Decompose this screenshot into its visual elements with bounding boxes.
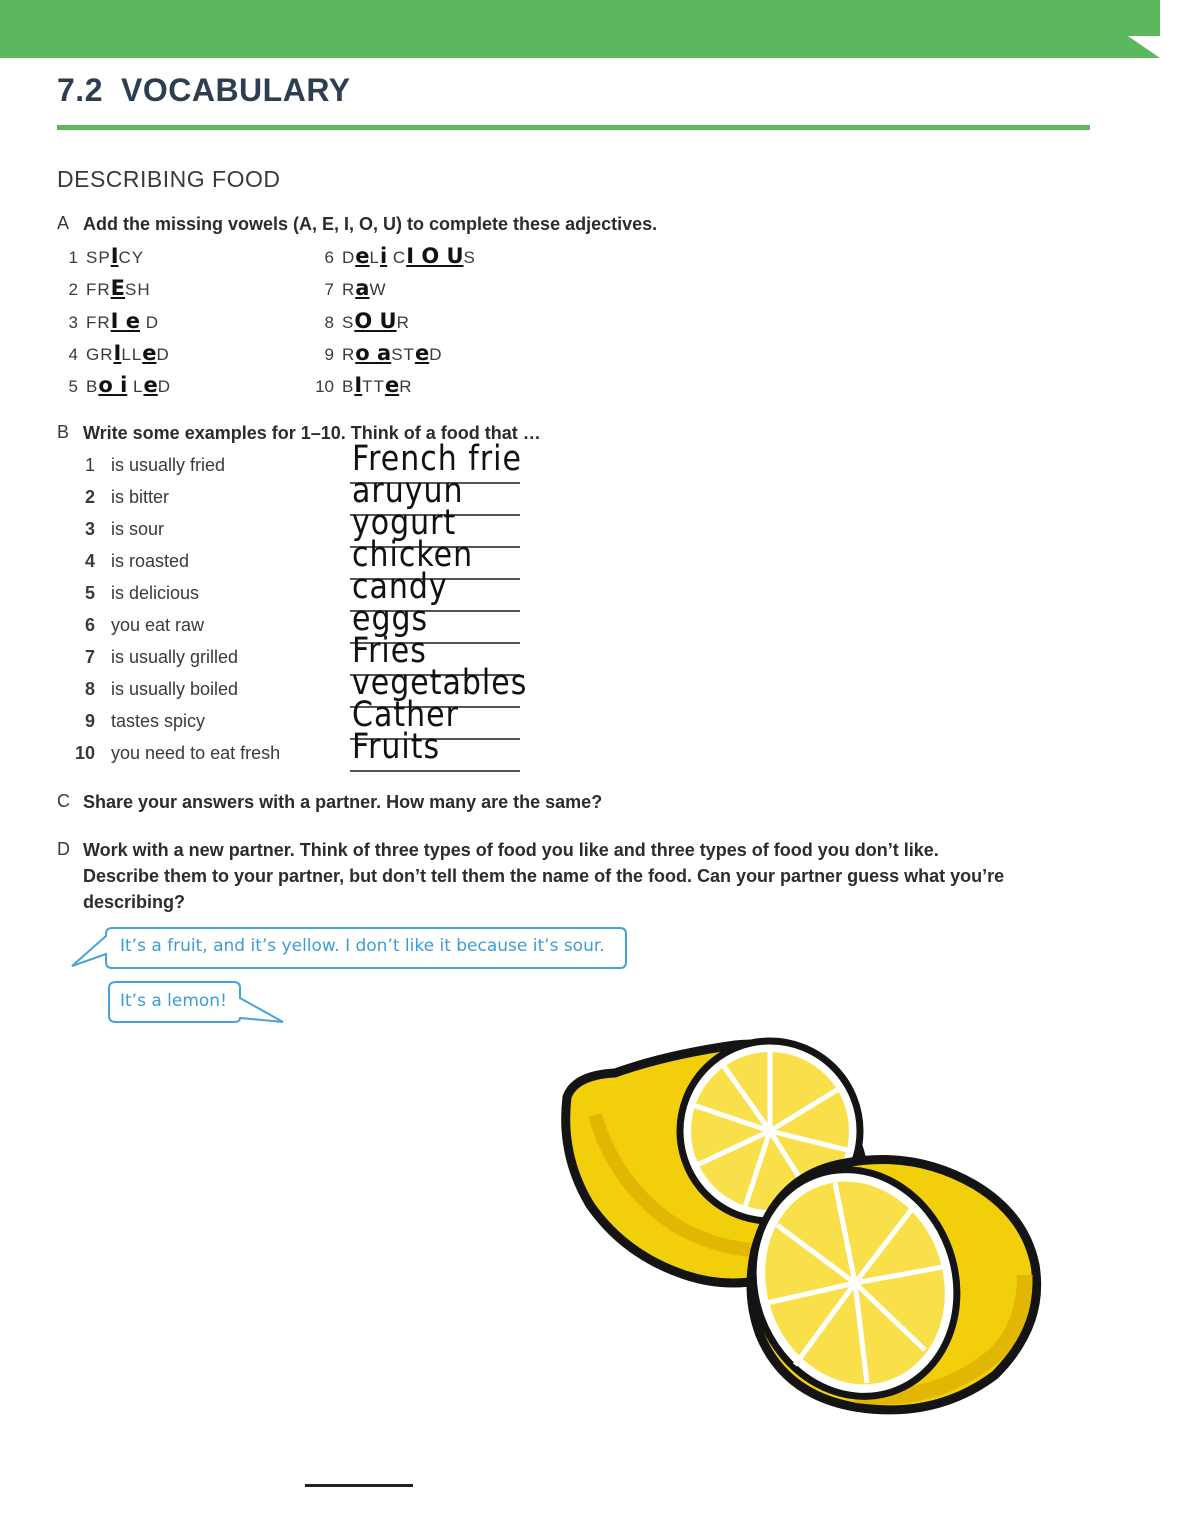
vocab-word-part: L bbox=[369, 248, 380, 267]
handwritten-answer: vegetables bbox=[352, 662, 528, 703]
handwritten-answer: French frie bbox=[352, 438, 522, 479]
handwritten-answer: Cather bbox=[352, 694, 459, 735]
exercise-b-instruction: Write some examples for 1–10. Think of a food that … bbox=[83, 423, 541, 443]
vocab-item-number: 10 bbox=[315, 377, 334, 397]
vocab-word-part: R bbox=[396, 312, 410, 332]
exercise-b-letter: B bbox=[57, 422, 70, 442]
example-row bbox=[70, 452, 225, 478]
vocab-word-part: S bbox=[463, 248, 476, 267]
vocab-word-part: LL bbox=[121, 344, 143, 364]
vocab-item bbox=[50, 243, 144, 269]
vocab-word-part: CY bbox=[118, 248, 145, 267]
vocab-item-number: 2 bbox=[68, 280, 78, 300]
example-number: 1 bbox=[84, 455, 95, 475]
header-band-corner bbox=[1128, 36, 1160, 58]
example-row bbox=[70, 740, 280, 766]
vocab-item bbox=[50, 340, 170, 366]
handwritten-vowel: i bbox=[380, 244, 388, 268]
title-rule bbox=[57, 125, 1090, 130]
speech-bubble-1-text: It’s a fruit, and it’s yellow. I don’t like it because it’s sour. bbox=[120, 936, 605, 956]
exercise-a-instruction: Add the missing vowels (A, E, I, O, U) to complete these adjectives. bbox=[83, 214, 658, 234]
handwritten-vowel: e bbox=[142, 340, 157, 365]
example-number: 4 bbox=[84, 551, 95, 571]
example-number: 5 bbox=[84, 583, 95, 603]
vocab-word-part: FR bbox=[86, 312, 111, 332]
handwritten-vowel: e bbox=[384, 373, 400, 398]
example-prompt: tastes spicy bbox=[111, 711, 206, 731]
example-prompt: is usually boiled bbox=[111, 679, 239, 699]
handwritten-answer: candy bbox=[352, 566, 448, 607]
handwritten-answer: yogurt bbox=[352, 502, 457, 543]
handwritten-vowel: I bbox=[110, 244, 119, 268]
header-band bbox=[0, 0, 1160, 58]
vocab-item-number: 6 bbox=[324, 248, 334, 267]
lemon-illustration bbox=[555, 1035, 1045, 1425]
handwritten-vowel: E bbox=[110, 276, 126, 301]
vocab-word-part: D bbox=[140, 312, 160, 332]
handwritten-vowel: o a bbox=[355, 340, 392, 365]
handwritten-vowel: e bbox=[143, 373, 158, 398]
example-row bbox=[70, 708, 205, 734]
handwritten-vowel: I bbox=[113, 340, 122, 365]
handwritten-vowel: I bbox=[354, 373, 363, 398]
exercise-d-line: Describe them to your partner, but don’t tell them the name of the food. Can your partner guess what you’re bbox=[83, 866, 1005, 886]
vocab-item bbox=[306, 372, 412, 398]
exercise-c-letter: C bbox=[57, 791, 70, 811]
vocab-item bbox=[306, 243, 476, 269]
example-row bbox=[70, 516, 164, 542]
vocab-word-part: SP bbox=[86, 248, 111, 267]
handwritten-vowel: I O U bbox=[406, 244, 464, 268]
vocab-item-number: 1 bbox=[68, 248, 78, 267]
example-number: 3 bbox=[84, 519, 95, 539]
example-prompt: is usually fried bbox=[111, 455, 226, 475]
handwritten-answer: eggs bbox=[352, 598, 429, 639]
exercise-d-instruction bbox=[83, 837, 1004, 915]
exercise-c-instruction: Share your answers with a partner. How many are the same? bbox=[83, 792, 603, 812]
vocab-item-number: 9 bbox=[324, 344, 334, 364]
example-number: 9 bbox=[84, 711, 95, 731]
example-prompt: you eat raw bbox=[111, 615, 205, 635]
exercise-d-line: describing? bbox=[83, 892, 186, 912]
vocab-word-part: L bbox=[127, 377, 144, 397]
exercise-a-letter: A bbox=[57, 213, 70, 233]
vocab-item bbox=[50, 308, 159, 334]
page-heading: DESCRIBING FOOD bbox=[57, 166, 281, 192]
example-row bbox=[70, 580, 199, 606]
exercise-d-letter: D bbox=[57, 839, 70, 859]
vocab-item-number: 8 bbox=[324, 312, 334, 332]
answer-line bbox=[350, 770, 520, 772]
vocab-item bbox=[306, 275, 387, 301]
example-prompt: is sour bbox=[111, 519, 165, 539]
handwritten-vowel: O U bbox=[354, 308, 397, 333]
example-prompt: you need to eat fresh bbox=[111, 743, 281, 763]
vocab-word-part: D bbox=[429, 344, 443, 364]
section-title: VOCABULARY bbox=[120, 72, 351, 108]
vocab-word-part: TT bbox=[362, 377, 385, 397]
example-number: 6 bbox=[84, 615, 95, 635]
handwritten-vowel: I e bbox=[110, 308, 141, 333]
page-title bbox=[57, 72, 351, 109]
vocab-word-part: D bbox=[157, 377, 171, 397]
handwritten-answer: Fries bbox=[352, 630, 427, 671]
example-row bbox=[70, 484, 169, 510]
vocab-word-part: FR bbox=[86, 280, 111, 300]
vocab-word-part: B bbox=[342, 377, 355, 397]
handwritten-answer: Fruits bbox=[352, 726, 441, 767]
vocab-word-part: D bbox=[156, 344, 170, 364]
vocab-word-part: C bbox=[387, 248, 407, 267]
vocab-word-part: GR bbox=[86, 344, 114, 364]
example-row bbox=[70, 612, 204, 638]
handwritten-answer: chicken bbox=[352, 534, 474, 575]
handwritten-answer: aruyun bbox=[352, 470, 464, 511]
vocab-word-part: W bbox=[369, 280, 387, 300]
example-row bbox=[70, 548, 189, 574]
vocab-item bbox=[50, 372, 171, 398]
example-prompt: is bitter bbox=[111, 487, 170, 507]
example-number: 7 bbox=[84, 647, 95, 667]
example-prompt: is roasted bbox=[111, 551, 190, 571]
handwritten-vowel: e bbox=[414, 340, 430, 365]
vocab-item bbox=[306, 308, 410, 334]
vocab-word-part: R bbox=[342, 344, 356, 364]
footer-rule bbox=[305, 1484, 413, 1487]
vocab-item-number: 4 bbox=[68, 344, 78, 364]
exercise-d-line: Work with a new partner. Think of three types of food you like and three types of food you don’t like. bbox=[83, 840, 939, 860]
vocab-item-number: 5 bbox=[68, 377, 78, 397]
example-number: 10 bbox=[74, 743, 95, 763]
vocab-word-part: R bbox=[342, 280, 356, 300]
vocab-word-part: D bbox=[342, 248, 356, 267]
vocab-item-number: 3 bbox=[68, 312, 78, 332]
example-row bbox=[70, 676, 238, 702]
section-number: 7.2 bbox=[57, 72, 103, 108]
vocab-word-part: S bbox=[342, 312, 355, 332]
vocab-item bbox=[50, 275, 151, 301]
example-row bbox=[70, 644, 238, 670]
vocab-word-part: SH bbox=[125, 280, 151, 300]
handwritten-vowel: o i bbox=[98, 373, 128, 398]
vocab-word-part: ST bbox=[391, 344, 415, 364]
vocab-word-part: R bbox=[399, 377, 413, 397]
example-number: 8 bbox=[84, 679, 95, 699]
speech-bubble-2-text: It’s a lemon! bbox=[120, 991, 227, 1011]
example-number: 2 bbox=[84, 487, 95, 507]
vocab-item bbox=[306, 340, 442, 366]
handwritten-vowel: a bbox=[355, 276, 370, 301]
example-prompt: is delicious bbox=[111, 583, 200, 603]
vocab-word-part: B bbox=[86, 377, 99, 397]
vocab-item-number: 7 bbox=[324, 280, 334, 300]
handwritten-vowel: e bbox=[355, 244, 370, 268]
example-prompt: is usually grilled bbox=[111, 647, 239, 667]
